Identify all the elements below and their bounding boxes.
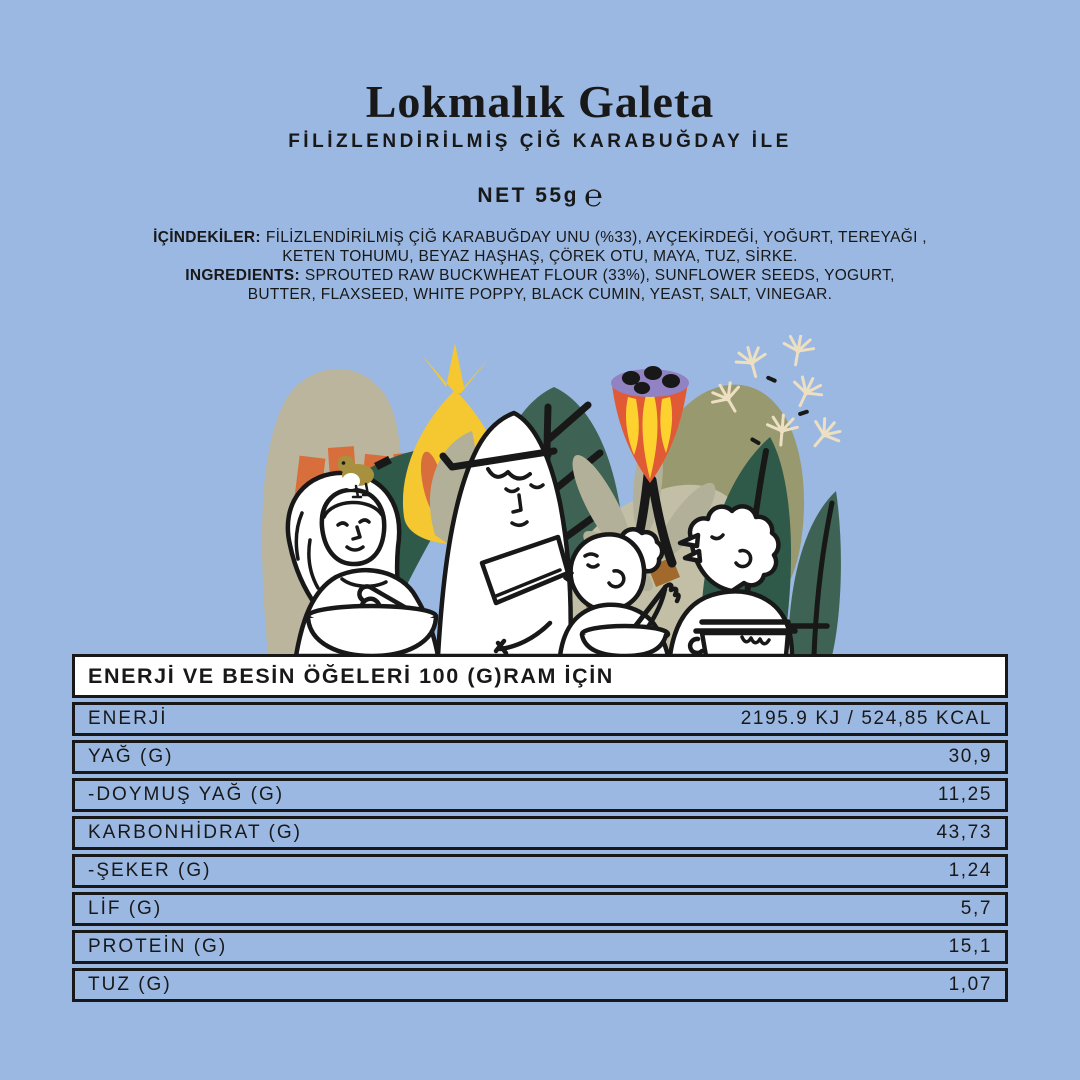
net-weight bbox=[0, 178, 1080, 214]
nutrient-value: 15,1 bbox=[948, 936, 992, 957]
nutrient-value: 2195.9 KJ / 524,85 KCAL bbox=[740, 708, 992, 729]
nutrient-label: TUZ (G) bbox=[88, 974, 172, 995]
ingredients-en-label: INGREDIENTS: bbox=[185, 267, 300, 284]
table-row bbox=[72, 778, 1008, 812]
table-row bbox=[72, 816, 1008, 850]
nutrient-label: -DOYMUŞ YAĞ (G) bbox=[88, 784, 285, 805]
nutrient-value: 30,9 bbox=[948, 746, 992, 767]
table-row bbox=[72, 968, 1008, 1002]
table-row bbox=[72, 702, 1008, 736]
nutrient-value: 1,24 bbox=[948, 860, 992, 881]
nutrient-label: PROTEİN (G) bbox=[88, 936, 228, 957]
nutrition-table bbox=[72, 654, 1008, 1002]
nutrient-label: LİF (G) bbox=[88, 898, 163, 919]
ingredients-en bbox=[150, 266, 930, 304]
table-row bbox=[72, 930, 1008, 964]
cooking-family-illustration bbox=[245, 335, 845, 656]
table-row bbox=[72, 740, 1008, 774]
ingredients-en-text: SPROUTED RAW BUCKWHEAT FLOUR (33%), SUNFLOWER SEEDS, YOGURT, BUTTER, FLAXSEED, WHITE POPPY, BLACK CUMIN, YEAST, SALT, VINEGAR. bbox=[247, 267, 895, 303]
illustration-svg bbox=[245, 335, 845, 656]
nutrient-value: 11,25 bbox=[937, 784, 992, 805]
product-subtitle: FİLİZLENDİRİLMİŞ ÇİĞ KARABUĞDAY İLE bbox=[288, 131, 792, 152]
net-weight-label: NET 55g bbox=[477, 184, 579, 207]
nutrient-value: 1,07 bbox=[948, 974, 992, 995]
table-row bbox=[72, 892, 1008, 926]
ingredients-block bbox=[150, 228, 930, 304]
nutrient-value: 43,73 bbox=[936, 822, 992, 843]
estimated-sign: ℮ bbox=[583, 178, 603, 213]
ingredients-tr bbox=[150, 228, 930, 266]
table-row bbox=[72, 854, 1008, 888]
product-title: Lokmalık Galeta bbox=[365, 75, 715, 127]
nutrient-label: -ŞEKER (G) bbox=[88, 860, 212, 881]
nutrient-label: ENERJİ bbox=[88, 708, 168, 729]
nutrient-label: YAĞ (G) bbox=[88, 746, 174, 767]
ingredients-tr-text: FİLİZLENDİRİLMİŞ ÇİĞ KARABUĞDAY UNU (%33), AYÇEKİRDEĞİ, YOĞURT, TEREYAĞI , KETEN TOHUMU, BEYAZ HAŞHAŞ, ÇÖREK OTU, MAYA, TUZ, SİRKE. bbox=[265, 229, 927, 265]
nutrient-value: 5,7 bbox=[960, 898, 992, 919]
nutrient-label: KARBONHİDRAT (G) bbox=[88, 822, 302, 843]
person-mixing-bowl bbox=[560, 529, 679, 656]
nutrition-table-header: ENERJİ VE BESİN ÖĞELERİ 100 (G)RAM İÇİN bbox=[72, 654, 1008, 698]
ingredients-tr-label: İÇİNDEKİLER: bbox=[153, 229, 261, 246]
